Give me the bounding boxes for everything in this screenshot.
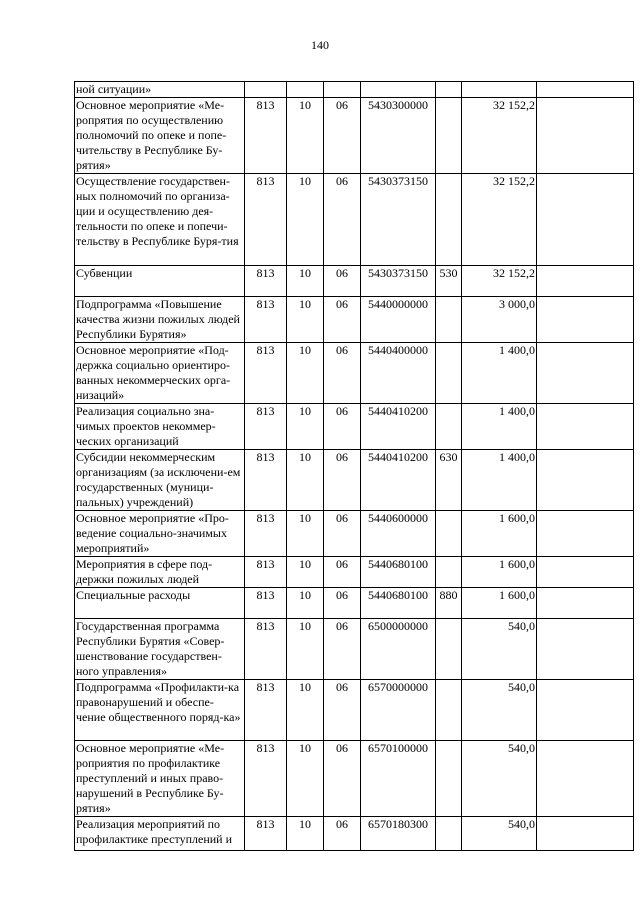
section-code: 10 [287,588,324,619]
amount: 540,0 [462,680,537,741]
target-article-code: 6500000000 [361,619,436,680]
expense-type-code [436,817,462,851]
table-row [75,557,634,588]
ved-code: 813 [245,680,287,741]
ved-code: 813 [245,266,287,297]
section-code: 10 [287,297,324,343]
subsection-code: 06 [324,817,361,851]
row-name: Основное мероприятие «Ме-роприятия по профилактике преступлений и иных право-нарушений в Республике Бу-рятия» [75,741,245,817]
extra-cell [537,588,634,619]
target-article-code: 5440000000 [361,297,436,343]
expense-type-code: 880 [436,588,462,619]
section-code: 10 [287,174,324,266]
subsection-code: 06 [324,297,361,343]
table-row [75,680,634,741]
extra-cell [537,619,634,680]
extra-cell [537,557,634,588]
amount: 1 600,0 [462,511,537,557]
ved-code: 813 [245,511,287,557]
section-code [287,82,324,98]
ved-code: 813 [245,557,287,588]
expense-type-code [436,680,462,741]
ved-code: 813 [245,174,287,266]
section-code: 10 [287,557,324,588]
subsection-code: 06 [324,343,361,404]
budget-table [74,81,634,851]
expense-type-code [436,741,462,817]
expense-type-code [436,297,462,343]
subsection-code: 06 [324,404,361,450]
subsection-code: 06 [324,98,361,174]
row-name: Специальные расходы [75,588,245,619]
row-name: Осуществление государствен-ных полномочий по организа-ции и осуществлению дея-тельности по опеке и попечи-тельству в Республике Буря-тия [75,174,245,266]
expense-type-code: 530 [436,266,462,297]
row-name: Реализация мероприятий по профилактике преступлений и [75,817,245,851]
target-article-code: 5440400000 [361,343,436,404]
amount: 32 152,2 [462,98,537,174]
subsection-code: 06 [324,266,361,297]
target-article-code: 5430373150 [361,266,436,297]
row-name: Субсидии некоммерческим организациям (за исключени-ем государственных (муници-пальных) учреждений) [75,450,245,511]
expense-type-code [436,404,462,450]
expense-type-code [436,619,462,680]
amount: 3 000,0 [462,297,537,343]
subsection-code: 06 [324,511,361,557]
section-code: 10 [287,619,324,680]
table-row [75,343,634,404]
table-row [75,741,634,817]
row-name: Государственная программа Республики Бурятия «Совер-шенствование государствен-ного управления» [75,619,245,680]
extra-cell [537,404,634,450]
target-article-code [361,82,436,98]
extra-cell [537,741,634,817]
subsection-code [324,82,361,98]
table-row [75,619,634,680]
section-code: 10 [287,741,324,817]
subsection-code: 06 [324,174,361,266]
target-article-code: 5440680100 [361,557,436,588]
target-article-code: 5440410200 [361,450,436,511]
target-article-code: 5430373150 [361,174,436,266]
ved-code: 813 [245,741,287,817]
table-row [75,450,634,511]
ved-code: 813 [245,619,287,680]
target-article-code: 5440600000 [361,511,436,557]
expense-type-code [436,557,462,588]
amount: 540,0 [462,817,537,851]
expense-type-code [436,174,462,266]
table-row [75,82,634,98]
table-row [75,297,634,343]
subsection-code: 06 [324,588,361,619]
expense-type-code [436,511,462,557]
row-name: Подпрограмма «Повышение качества жизни пожилых людей Республики Бурятия» [75,297,245,343]
expense-type-code [436,98,462,174]
extra-cell [537,297,634,343]
target-article-code: 5430300000 [361,98,436,174]
table-row [75,266,634,297]
amount [462,82,537,98]
amount: 32 152,2 [462,266,537,297]
section-code: 10 [287,511,324,557]
section-code: 10 [287,680,324,741]
section-code: 10 [287,343,324,404]
section-code: 10 [287,404,324,450]
subsection-code: 06 [324,619,361,680]
extra-cell [537,817,634,851]
ved-code: 813 [245,817,287,851]
target-article-code: 6570100000 [361,741,436,817]
ved-code: 813 [245,98,287,174]
expense-type-code: 630 [436,450,462,511]
subsection-code: 06 [324,741,361,817]
section-code: 10 [287,450,324,511]
subsection-code: 06 [324,450,361,511]
extra-cell [537,174,634,266]
row-name: Субвенции [75,266,245,297]
row-name: Основное мероприятие «Про-ведение социально-значимых мероприятий» [75,511,245,557]
amount: 1 400,0 [462,404,537,450]
ved-code: 813 [245,450,287,511]
amount: 1 400,0 [462,343,537,404]
section-code: 10 [287,266,324,297]
ved-code: 813 [245,297,287,343]
amount: 32 152,2 [462,174,537,266]
extra-cell [537,82,634,98]
amount: 1 600,0 [462,557,537,588]
amount: 1 600,0 [462,588,537,619]
extra-cell [537,511,634,557]
section-code: 10 [287,817,324,851]
amount: 540,0 [462,619,537,680]
row-name: Основное мероприятие «Под-держка социально ориентиро-ванных некоммерческих орга-низаций» [75,343,245,404]
page-number: 140 [311,38,329,52]
amount: 1 400,0 [462,450,537,511]
table-row [75,98,634,174]
row-name: ной ситуации» [75,82,245,98]
target-article-code: 6570000000 [361,680,436,741]
ved-code: 813 [245,404,287,450]
row-name: Реализация социально зна-чимых проектов некоммер-ческих организаций [75,404,245,450]
table-row [75,174,634,266]
expense-type-code [436,82,462,98]
amount: 540,0 [462,741,537,817]
table-row [75,511,634,557]
expense-type-code [436,343,462,404]
table-row [75,404,634,450]
target-article-code: 5440410200 [361,404,436,450]
ved-code [245,82,287,98]
row-name: Подпрограмма «Профилакти-ка правонарушений и обеспе-чение общественного поряд-ка» [75,680,245,741]
extra-cell [537,266,634,297]
extra-cell [537,343,634,404]
row-name: Мероприятия в сфере под-держки пожилых людей [75,557,245,588]
subsection-code: 06 [324,557,361,588]
ved-code: 813 [245,343,287,404]
target-article-code: 6570180300 [361,817,436,851]
subsection-code: 06 [324,680,361,741]
section-code: 10 [287,98,324,174]
extra-cell [537,680,634,741]
row-name: Основное мероприятие «Ме-ропрятия по осуществлению полномочий по опеке и попе-чительству в Республике Бу-рятия» [75,98,245,174]
target-article-code: 5440680100 [361,588,436,619]
extra-cell [537,450,634,511]
extra-cell [537,98,634,174]
ved-code: 813 [245,588,287,619]
table-row [75,817,634,851]
table-row [75,588,634,619]
